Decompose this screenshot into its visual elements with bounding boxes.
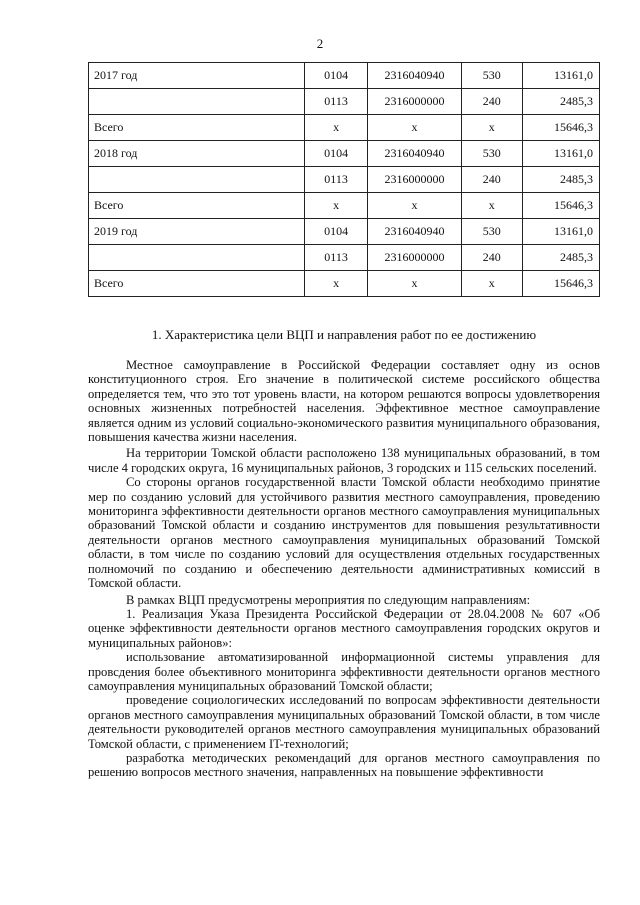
year-cell: 2017 год [89, 63, 305, 89]
expense-type-cell: х [461, 193, 522, 219]
expense-type-cell: 530 [461, 219, 522, 245]
year-cell [89, 89, 305, 115]
year-cell: Всего [89, 193, 305, 219]
amount-cell: 2485,3 [522, 167, 599, 193]
paragraph: В рамках ВЦП предусмотрены мероприятия по следующим направлениям: [126, 592, 531, 607]
table-row [89, 63, 600, 89]
target-article-cell: 2316040940 [368, 63, 462, 89]
paragraph: Местное самоуправление в Российской Федерации составляет одну из основ конституционного строя. Его значение в политической системе российского общества определяется тем, что это тот уровень власти, на котором решаются вопросы удовлетворения основных жизненных потребностей населения. Эффективное местное самоуправление является одним из условий социально-экономического развития муниципального образования, повышения качества жизни населения. [88, 358, 600, 445]
expense-type-cell: х [461, 115, 522, 141]
target-article-cell: 2316000000 [368, 89, 462, 115]
section-code-cell: 0104 [305, 141, 368, 167]
table-row [89, 271, 600, 297]
year-cell: Всего [89, 115, 305, 141]
target-article-cell: 2316000000 [368, 245, 462, 271]
table-row [89, 193, 600, 219]
amount-cell: 15646,3 [522, 271, 599, 297]
expense-type-cell: 530 [461, 63, 522, 89]
section-code-cell: х [305, 193, 368, 219]
target-article-cell: 2316000000 [368, 167, 462, 193]
paragraph: 1. Реализация Указа Президента Российской Федерации от 28.04.2008 № 607 «Об оценке эффективности деятельности органов местного самоуправления городских округов и муниципальных районов»: [88, 606, 600, 650]
section-code-cell: 0113 [305, 167, 368, 193]
expense-type-cell: х [461, 271, 522, 297]
table-row [89, 245, 600, 271]
budget-table-body [89, 63, 600, 297]
amount-cell: 15646,3 [522, 115, 599, 141]
section-title: 1. Характеристика цели ВЦП и направления работ по ее достижению [151, 327, 537, 342]
amount-cell: 15646,3 [522, 193, 599, 219]
section-code-cell: 0113 [305, 89, 368, 115]
paragraph: На территории Томской области расположено 138 муниципальных образований, в том числе 4 городских округа, 16 муниципальных районов, 3 городских и 115 сельских поселений. [88, 446, 600, 475]
expense-type-cell: 240 [461, 245, 522, 271]
amount-cell: 13161,0 [522, 219, 599, 245]
expense-type-cell: 530 [461, 141, 522, 167]
section-code-cell: х [305, 271, 368, 297]
paragraph: проведение социологических исследований по вопросам эффективности деятельности органов местного самоуправления муниципальных образований Томской области, в том числе деятельности руководителей органов местного самоуправления муниципальных образований Томской области, с применением IT-технологий; [88, 693, 600, 751]
target-article-cell: х [368, 271, 462, 297]
expense-type-cell: 240 [461, 167, 522, 193]
paragraph: разработка методических рекомендаций для органов местного самоуправления по решению вопросов местного значения, направленных на повышение эффективности [88, 750, 600, 780]
table-row [89, 89, 600, 115]
amount-cell: 2485,3 [522, 89, 599, 115]
year-cell: Всего [89, 271, 305, 297]
year-cell [89, 167, 305, 193]
amount-cell: 13161,0 [522, 63, 599, 89]
amount-cell: 2485,3 [522, 245, 599, 271]
expense-type-cell: 240 [461, 89, 522, 115]
year-cell [89, 245, 305, 271]
paragraph: использование автоматизированной информационной системы управления для провсдения более объективного мониторинга эффективности деятельности органов местного самоуправления муниципальных образований Томской области; [88, 650, 600, 693]
table-row [89, 115, 600, 141]
target-article-cell: 2316040940 [368, 141, 462, 167]
section-code-cell: 0104 [305, 219, 368, 245]
amount-cell: 13161,0 [522, 141, 599, 167]
target-article-cell: х [368, 115, 462, 141]
paragraph: Со стороны органов государственной власти Томской области необходимо принятие мер по созданию условий для устойчивого развития местного самоуправления, проведению мониторинга эффективности деятельности органов местного самоуправления муниципальных образований Томской области и созданию инструментов для повышения результативности деятельности органов местного самоуправления муниципальных образований Томской области, в том числе по созданию условий для осуществления отдельных государственных полномочий по созданию и обеспечению деятельности административных комиссий в Томской области. [88, 475, 600, 591]
year-cell: 2018 год [89, 141, 305, 167]
table-row [89, 141, 600, 167]
table-row [89, 219, 600, 245]
body-text [88, 358, 600, 780]
target-article-cell: 2316040940 [368, 219, 462, 245]
section-code-cell: 0113 [305, 245, 368, 271]
target-article-cell: х [368, 193, 462, 219]
budget-table [88, 62, 600, 297]
year-cell: 2019 год [89, 219, 305, 245]
table-row [89, 167, 600, 193]
section-code-cell: х [305, 115, 368, 141]
page-number: 2 [316, 36, 324, 51]
section-code-cell: 0104 [305, 63, 368, 89]
